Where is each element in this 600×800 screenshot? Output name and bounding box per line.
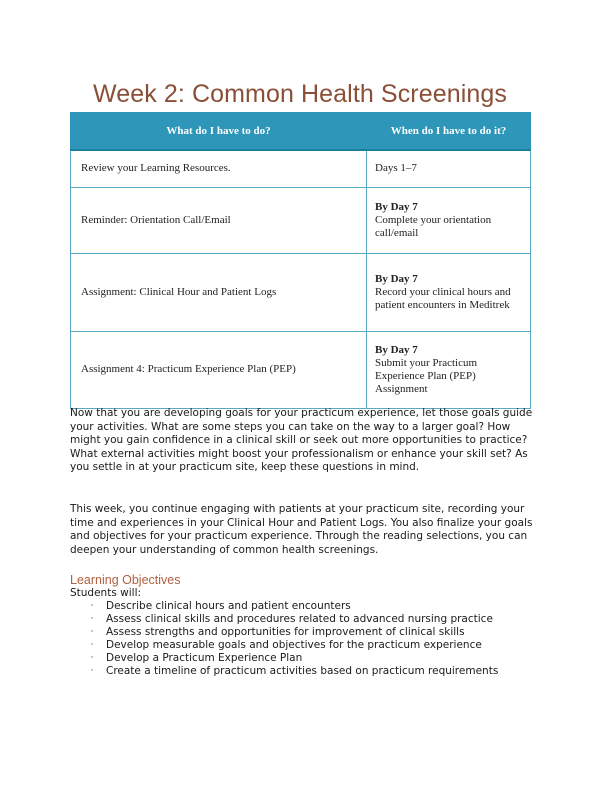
intro-paragraph: Now that you are developing goals for your practicum experience, let those goals guide your activities. What are some steps you can take on the way to a larger goal? How might you gain confidence in a clinical skill or seek out more opportunities to practice? What external activities might boost your professionalism or enhance your skill set? As you settle in at your practicum site, keep these questions in mind.	[70, 407, 533, 473]
bullet-icon: ·	[90, 653, 94, 663]
when-text: Submit your Practicum Experience Plan (PEP) Assignment	[375, 356, 478, 395]
due-label: By Day 7	[375, 272, 418, 285]
students-will-label: Students will:	[70, 587, 142, 599]
when-cell	[367, 253, 531, 331]
list-item	[86, 600, 536, 612]
table-row	[71, 331, 531, 408]
table-row	[71, 187, 531, 253]
objective-text: Develop measurable goals and objectives for the practicum experience	[106, 639, 482, 651]
list-item	[86, 626, 536, 638]
when-text: Days 1–7	[375, 162, 417, 175]
page-title: Week 2: Common Health Screenings	[92, 80, 508, 108]
table-header-when: When do I have to do it?	[367, 113, 531, 151]
bullet-icon: ·	[90, 640, 94, 650]
due-label: By Day 7	[375, 343, 418, 356]
list-item	[86, 652, 536, 664]
objectives-list	[86, 600, 536, 678]
list-item	[86, 665, 536, 677]
table-row	[71, 150, 531, 187]
bullet-icon: ·	[90, 666, 94, 676]
objective-text: Assess strengths and opportunities for improvement of clinical skills	[106, 626, 465, 638]
objective-text: Develop a Practicum Experience Plan	[106, 652, 303, 664]
bullet-icon: ·	[90, 627, 94, 637]
task-cell: Review your Learning Resources.	[71, 150, 367, 187]
overview-paragraph: This week, you continue engaging with patients at your practicum site, recording your time and experiences in your Clinical Hour and Patient Logs. You also finalize your goals and objectives for your practicum experience. Through the reading selections, you can deepen your understanding of common health screenings.	[70, 503, 533, 556]
when-cell	[367, 150, 531, 187]
list-item	[86, 613, 536, 625]
schedule-table	[70, 112, 531, 409]
table-row	[71, 253, 531, 331]
table-header-row	[71, 113, 531, 151]
learning-objectives-heading: Learning Objectives	[70, 573, 181, 587]
objective-text: Describe clinical hours and patient encounters	[106, 600, 351, 612]
task-cell: Assignment: Clinical Hour and Patient Logs	[71, 253, 367, 331]
due-label: By Day 7	[375, 200, 418, 213]
when-cell	[367, 187, 531, 253]
bullet-icon: ·	[90, 614, 94, 624]
task-cell: Reminder: Orientation Call/Email	[71, 187, 367, 253]
task-cell: Assignment 4: Practicum Experience Plan (PEP)	[71, 331, 367, 408]
when-text: Record your clinical hours and patient encounters in Meditrek	[375, 285, 511, 311]
objective-text: Assess clinical skills and procedures related to advanced nursing practice	[106, 613, 493, 625]
when-cell	[367, 331, 531, 408]
bullet-icon: ·	[90, 601, 94, 611]
table-header-task: What do I have to do?	[71, 113, 367, 151]
when-text: Complete your orientation call/email	[375, 213, 492, 239]
objective-text: Create a timeline of practicum activities based on practicum requirements	[106, 665, 499, 677]
list-item	[86, 639, 536, 651]
